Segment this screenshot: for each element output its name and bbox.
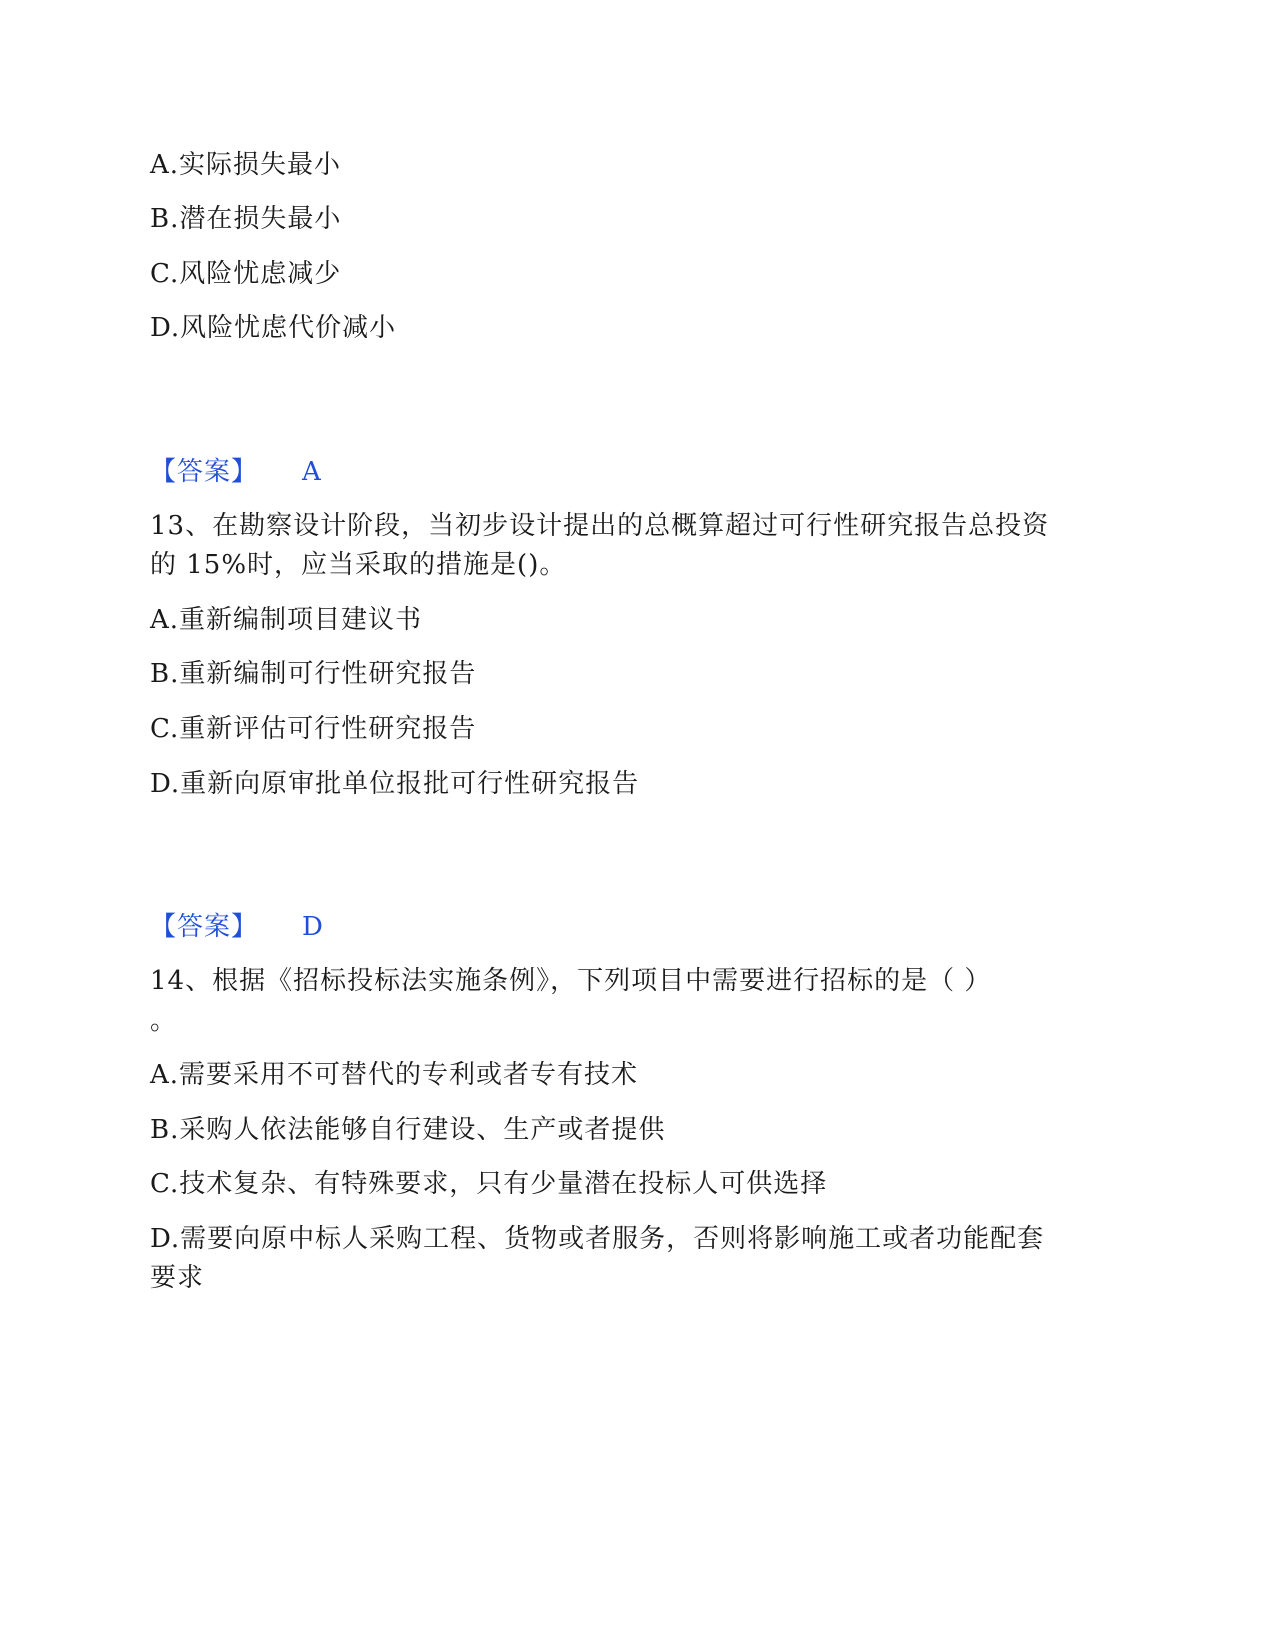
- q14-option-c: C.技术复杂、有特殊要求，只有少量潜在投标人可供选择: [150, 1169, 828, 1199]
- q12-option-d: D.风险忧虑代价减小: [150, 313, 397, 343]
- q12-option-b: B.潜在损失最小: [150, 204, 342, 234]
- q14-stem-line1: 14、根据《招标投标法实施条例》，下列项目中需要进行招标的是（ ）: [150, 966, 992, 996]
- q12-option-c: C.风险忧虑减少: [150, 259, 342, 289]
- answer-value: A: [302, 457, 321, 487]
- q13-answer: [150, 907, 323, 947]
- answer-value: D: [302, 912, 323, 942]
- q12-answer: [150, 452, 321, 492]
- q13-option-b: B.重新编制可行性研究报告: [150, 659, 477, 689]
- q14-option-a: A.需要采用不可替代的专利或者专有技术: [150, 1060, 639, 1090]
- q13-option-c: C.重新评估可行性研究报告: [150, 714, 477, 744]
- q13-stem-line2: 的 15%时，应当采取的措施是()。: [150, 550, 567, 580]
- q14-option-d-line1: D.需要向原中标人采购工程、货物或者服务，否则将影响施工或者功能配套: [150, 1224, 1045, 1254]
- q14-stem-line2: 。: [150, 1006, 178, 1036]
- q13-option-d: D.重新向原审批单位报批可行性研究报告: [150, 769, 640, 799]
- q13-option-a: A.重新编制项目建议书: [150, 605, 423, 635]
- q14-option-d-line2: 要求: [150, 1263, 205, 1293]
- answer-tag: 【答案】: [150, 912, 259, 942]
- q12-option-a: A.实际损失最小: [150, 150, 342, 180]
- q13-stem-line1: 13、在勘察设计阶段，当初步设计提出的总概算超过可行性研究报告总投资: [150, 511, 1050, 541]
- q14-option-b: B.采购人依法能够自行建设、生产或者提供: [150, 1115, 666, 1145]
- answer-tag: 【答案】: [150, 457, 259, 487]
